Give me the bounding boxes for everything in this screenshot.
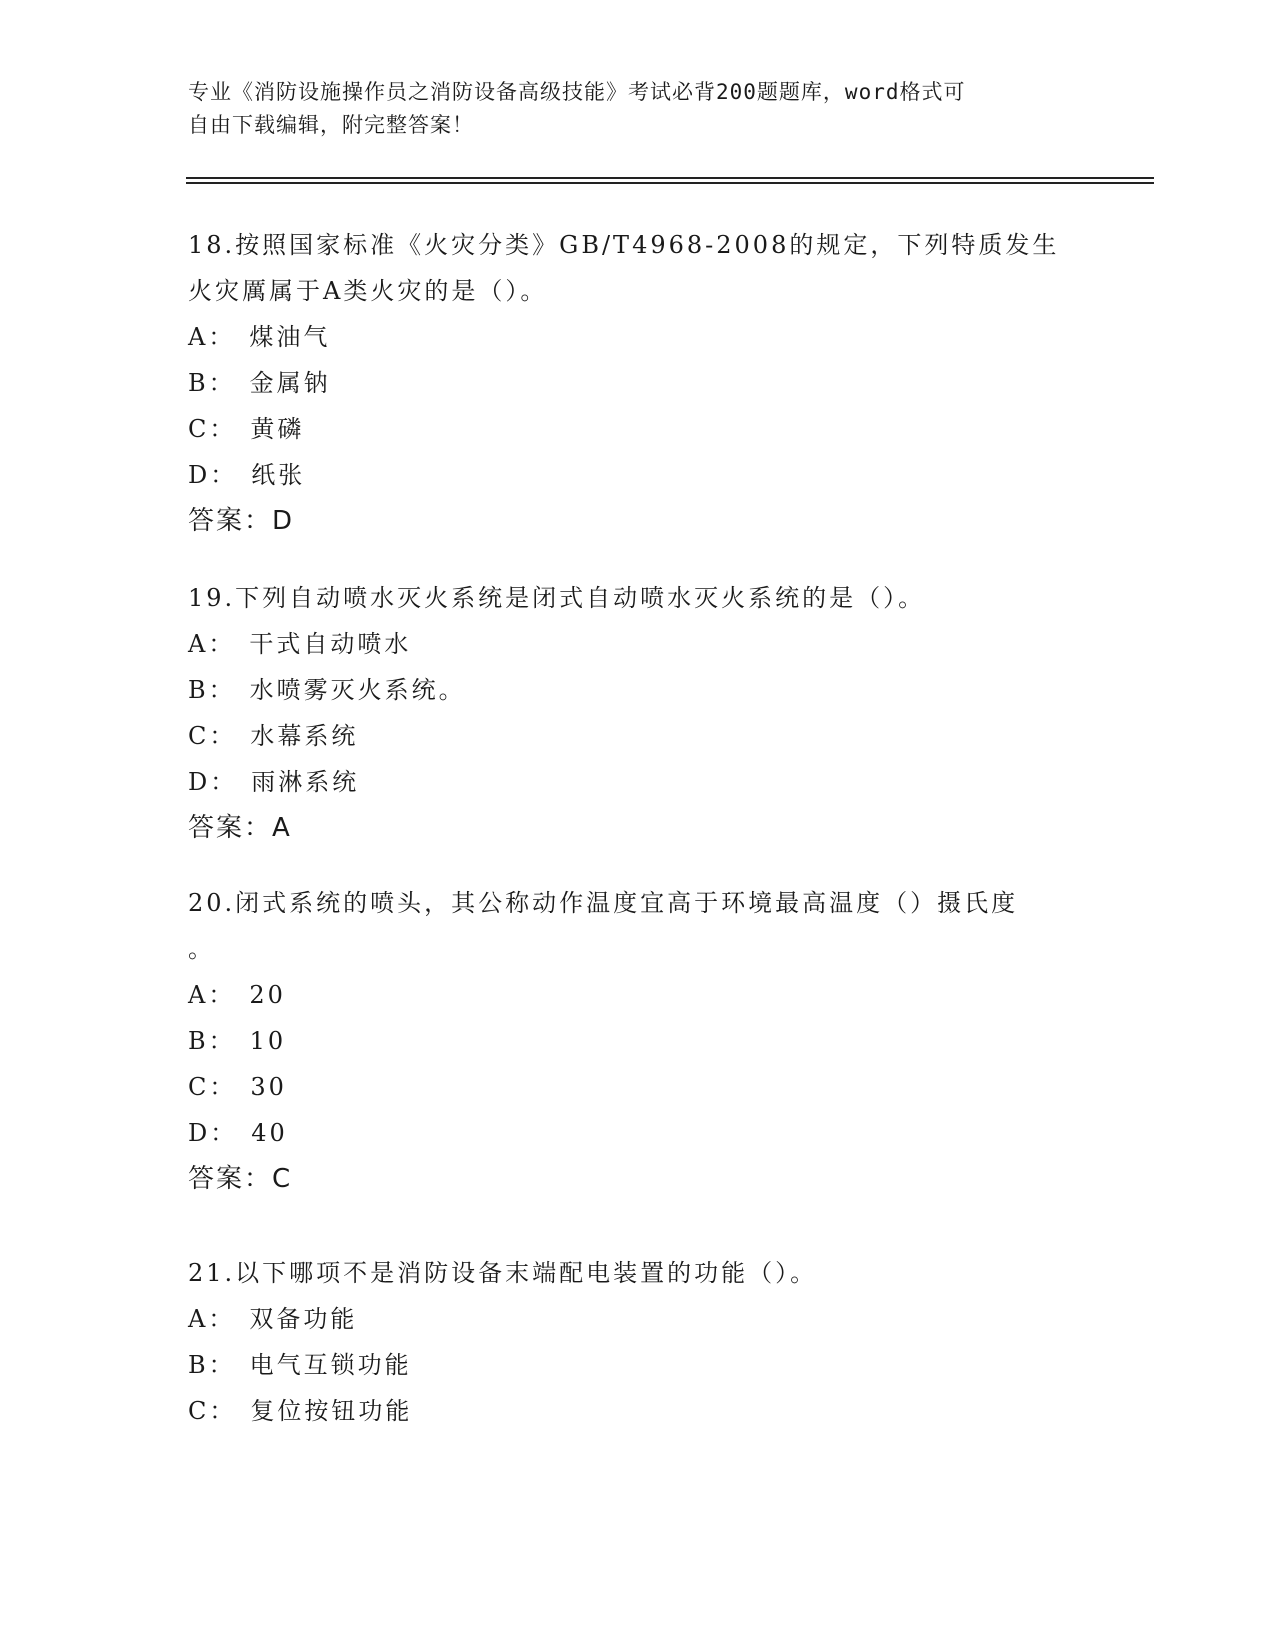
option-letter: D：	[188, 461, 238, 489]
option-text: 金属钠	[249, 369, 331, 397]
question-stem-line-2: 火灾厲属于A类火灾的是（）。	[188, 277, 548, 305]
header-divider-top	[186, 177, 1154, 179]
header-line-1: 专业《消防设施操作员之消防设备高级技能》考试必背200题题库，word格式可	[188, 80, 966, 104]
option-letter: B：	[188, 369, 236, 397]
option-text: 雨淋系统	[251, 768, 360, 796]
question-20	[188, 880, 1088, 1202]
option-d	[188, 1110, 1088, 1156]
header-line-2: 自由下载编辑，附完整答案！	[188, 113, 474, 137]
option-text: 10	[249, 1027, 287, 1055]
option-d	[188, 759, 1088, 805]
option-text: 双备功能	[249, 1305, 358, 1333]
question-18	[188, 222, 1088, 544]
answer: 答案：C	[188, 1164, 293, 1194]
answer: 答案：D	[188, 506, 295, 536]
option-text: 煤油气	[249, 323, 331, 351]
option-text: 纸张	[251, 461, 306, 489]
option-b	[188, 667, 1088, 713]
option-a	[188, 621, 1088, 667]
option-letter: B：	[188, 676, 236, 704]
option-a	[188, 1296, 1088, 1342]
option-letter: D：	[188, 1119, 238, 1147]
option-letter: B：	[188, 1351, 236, 1379]
option-letter: C：	[188, 1397, 237, 1425]
option-c	[188, 1064, 1088, 1110]
option-text: 30	[250, 1073, 287, 1101]
question-21	[188, 1250, 1088, 1434]
question-stem-line-1: 18.按照国家标准《火灾分类》GB/T4968-2008的规定，下列特质发生	[188, 231, 1060, 259]
document-header	[188, 76, 1088, 142]
option-letter: A：	[188, 630, 236, 658]
option-b	[188, 1018, 1088, 1064]
option-b	[188, 360, 1088, 406]
option-letter: A：	[188, 323, 236, 351]
option-letter: C：	[188, 415, 237, 443]
option-letter: D：	[188, 768, 238, 796]
option-text: 复位按钮功能	[250, 1397, 413, 1425]
option-text: 水喷雾灭火系统。	[249, 676, 466, 704]
option-b	[188, 1342, 1088, 1388]
option-c	[188, 1388, 1088, 1434]
option-letter: B：	[188, 1027, 236, 1055]
question-19	[188, 575, 1088, 851]
question-stem-line-1: 21.以下哪项不是消防设备末端配电装置的功能（）。	[188, 1259, 818, 1287]
option-letter: C：	[188, 722, 237, 750]
question-stem-line-2: 。	[188, 935, 215, 963]
option-letter: A：	[188, 981, 236, 1009]
option-text: 20	[249, 981, 286, 1009]
option-letter: A：	[188, 1305, 236, 1333]
option-c	[188, 713, 1088, 759]
option-text: 干式自动喷水	[249, 630, 412, 658]
option-text: 电气互锁功能	[249, 1351, 412, 1379]
option-text: 40	[251, 1119, 288, 1147]
option-c	[188, 406, 1088, 452]
question-stem-line-1: 19.下列自动喷水灭火系统是闭式自动喷水灭火系统的是（）。	[188, 584, 926, 612]
question-stem-line-1: 20.闭式系统的喷头，其公称动作温度宜高于环境最高温度（）摄氏度	[188, 889, 1019, 917]
option-text: 水幕系统	[250, 722, 359, 750]
option-a	[188, 314, 1088, 360]
option-d	[188, 452, 1088, 498]
option-letter: C：	[188, 1073, 237, 1101]
option-a	[188, 972, 1088, 1018]
option-text: 黄磷	[250, 415, 305, 443]
header-divider-bottom	[186, 182, 1154, 184]
answer: 答案：A	[188, 813, 292, 843]
